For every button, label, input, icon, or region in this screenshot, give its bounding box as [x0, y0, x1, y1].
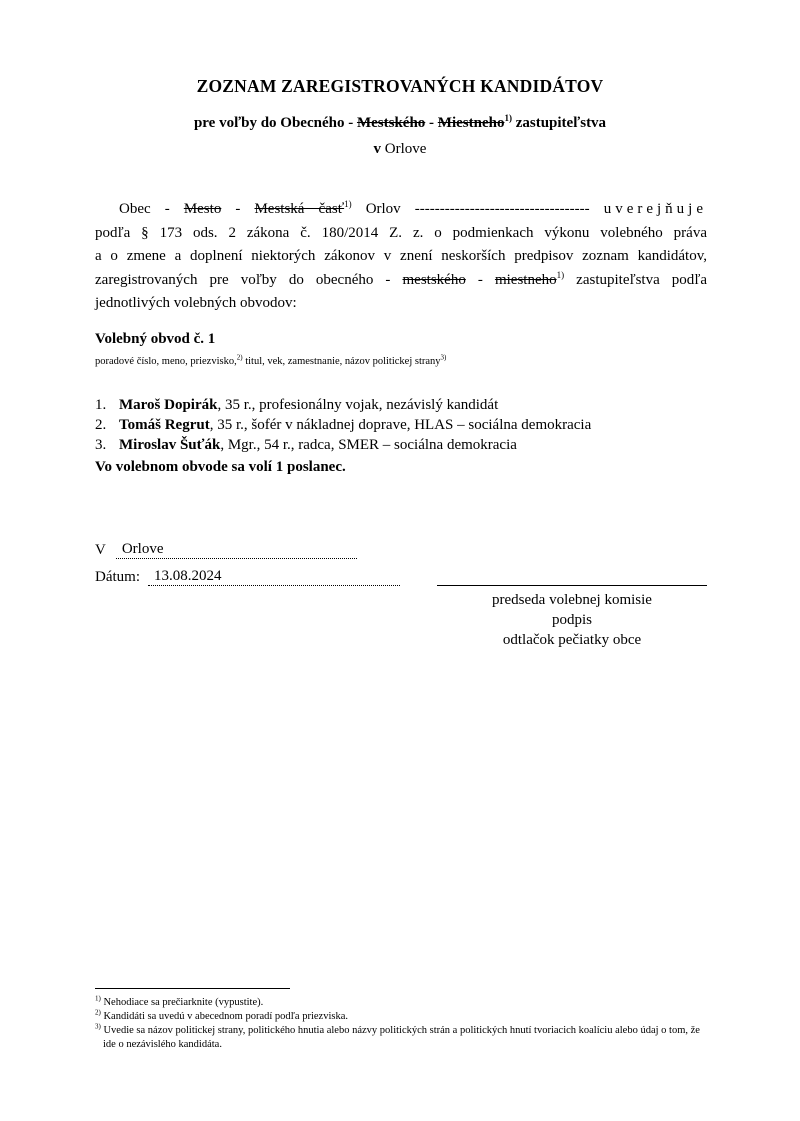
intro-line-3: a o zmene a doplnení niektorých zákonov v znení neskorších predpisov zoznam kandidátov,	[95, 248, 707, 264]
intro-line-4	[95, 269, 707, 293]
date-label: Dátum:	[95, 569, 140, 585]
intro-footnote-ref-2: 1)	[556, 269, 565, 280]
candidate-name: Maroš Dopirák	[119, 397, 218, 413]
subtitle-struck-mestskeho: Mestského	[356, 115, 426, 131]
candidate-name: Miroslav Šuťák	[119, 437, 221, 453]
candidate-details: , Mgr., 54 r., radca, SMER – sociálna demokracia	[220, 437, 517, 453]
footnote-1	[95, 996, 707, 1010]
document-subtitle	[0, 115, 800, 132]
intro-struck-mesto: Mesto	[183, 201, 222, 217]
footnote-separator	[95, 988, 290, 989]
fields-part-b: titul, vek, zamestnanie, názov politickej strany	[242, 356, 441, 367]
subtitle-footnote-ref: 1)	[504, 113, 512, 123]
intro-struck-mestskeho: mestského	[402, 271, 466, 288]
footnote-text: Nehodiace sa prečiarknite (vypustite).	[100, 997, 264, 1008]
signature-label: podpis	[551, 612, 592, 628]
signature-caption	[437, 590, 707, 650]
intro-line-1	[95, 198, 707, 222]
intro-struck-mestska-cast: Mestská časť	[254, 201, 345, 217]
footnote-text: Kandidáti sa uvedú v abecednom poradí podľa priezviska.	[100, 1011, 348, 1022]
intro-line4-separator: -	[477, 271, 483, 288]
seats-statement: Vo volebnom obvode sa volí 1 poslanec.	[95, 459, 346, 475]
document-title: ZOZNAM ZAREGISTROVANÝCH KANDIDÁTOV	[196, 76, 604, 96]
signature-role: predseda volebnej komisie	[492, 592, 652, 608]
stamp-label: odtlačok pečiatky obce	[502, 632, 642, 648]
subtitle-separator: -	[429, 115, 435, 131]
candidate-name: Tomáš Regrut	[119, 417, 210, 433]
candidate-item	[95, 395, 591, 415]
candidate-number: 3.	[95, 437, 107, 453]
footnote-marker: 3)	[95, 1022, 101, 1031]
footnote-2	[95, 1010, 707, 1024]
candidate-item	[95, 435, 591, 455]
fields-footnote-ref-3: 3)	[440, 353, 447, 362]
signature-line	[437, 585, 707, 586]
candidate-details: , 35 r., profesionálny vojak, nezávislý kandidát	[217, 397, 499, 413]
footnote-marker: 1)	[95, 994, 101, 1003]
candidate-details: , 35 r., šofér v nákladnej doprave, HLAS – sociálna demokracia	[209, 417, 592, 433]
footnote-text: Uvedie sa názov politickej strany, politického hnutia alebo názvy politických strán a politických hnutí tvoriacich koalíciu alebo údaj o tom, že ide o nezávislého kandidáta.	[100, 1025, 700, 1050]
place-field: Orlove	[116, 540, 357, 559]
fields-part-a: poradové číslo, meno, priezvisko,	[95, 356, 237, 367]
fields-footnote-ref-2: 2)	[236, 353, 243, 362]
intro-dashes: -----------------------------------	[414, 201, 590, 217]
intro-separator: -	[235, 201, 241, 217]
subtitle-prefix: pre voľby do Obecného -	[193, 115, 354, 131]
candidate-list	[95, 395, 591, 455]
intro-obec: Obec -	[119, 201, 170, 217]
subtitle-struck-miestneho: Miestneho	[437, 115, 505, 131]
footnote-3	[95, 1024, 707, 1052]
intro-line4-start: zaregistrovaných pre voľby do obecného -	[95, 271, 391, 288]
intro-line-2: podľa § 173 ods. 2 zákona č. 180/2014 Z. z. o podmienkach výkonu volebného práva	[95, 224, 707, 241]
intro-verb: uverejňuje	[603, 201, 707, 217]
place-row	[95, 540, 357, 559]
district-heading: Volebný obvod č. 1	[95, 331, 216, 347]
district-fields-legend	[95, 353, 447, 367]
footnote-marker: 2)	[95, 1008, 101, 1017]
document-location	[0, 141, 800, 158]
intro-place: Orlov	[365, 201, 401, 217]
footnotes	[95, 996, 707, 1052]
date-field: 13.08.2024	[148, 567, 400, 586]
intro-line-5: jednotlivých volebných obvodov:	[95, 295, 297, 311]
candidate-number: 2.	[95, 417, 107, 433]
intro-paragraph	[95, 198, 707, 316]
intro-struck-miestneho: miestneho	[494, 271, 557, 288]
location-prefix: v	[373, 141, 382, 157]
subtitle-suffix: zastupiteľstva	[515, 115, 607, 131]
intro-line4-end: zastupiteľstva podľa	[576, 271, 708, 288]
place-label: V	[95, 542, 106, 558]
location-name: Orlove	[384, 141, 427, 157]
date-row	[95, 567, 400, 586]
candidate-number: 1.	[95, 397, 107, 413]
candidate-item	[95, 415, 591, 435]
intro-footnote-ref-1: 1)	[344, 199, 352, 209]
